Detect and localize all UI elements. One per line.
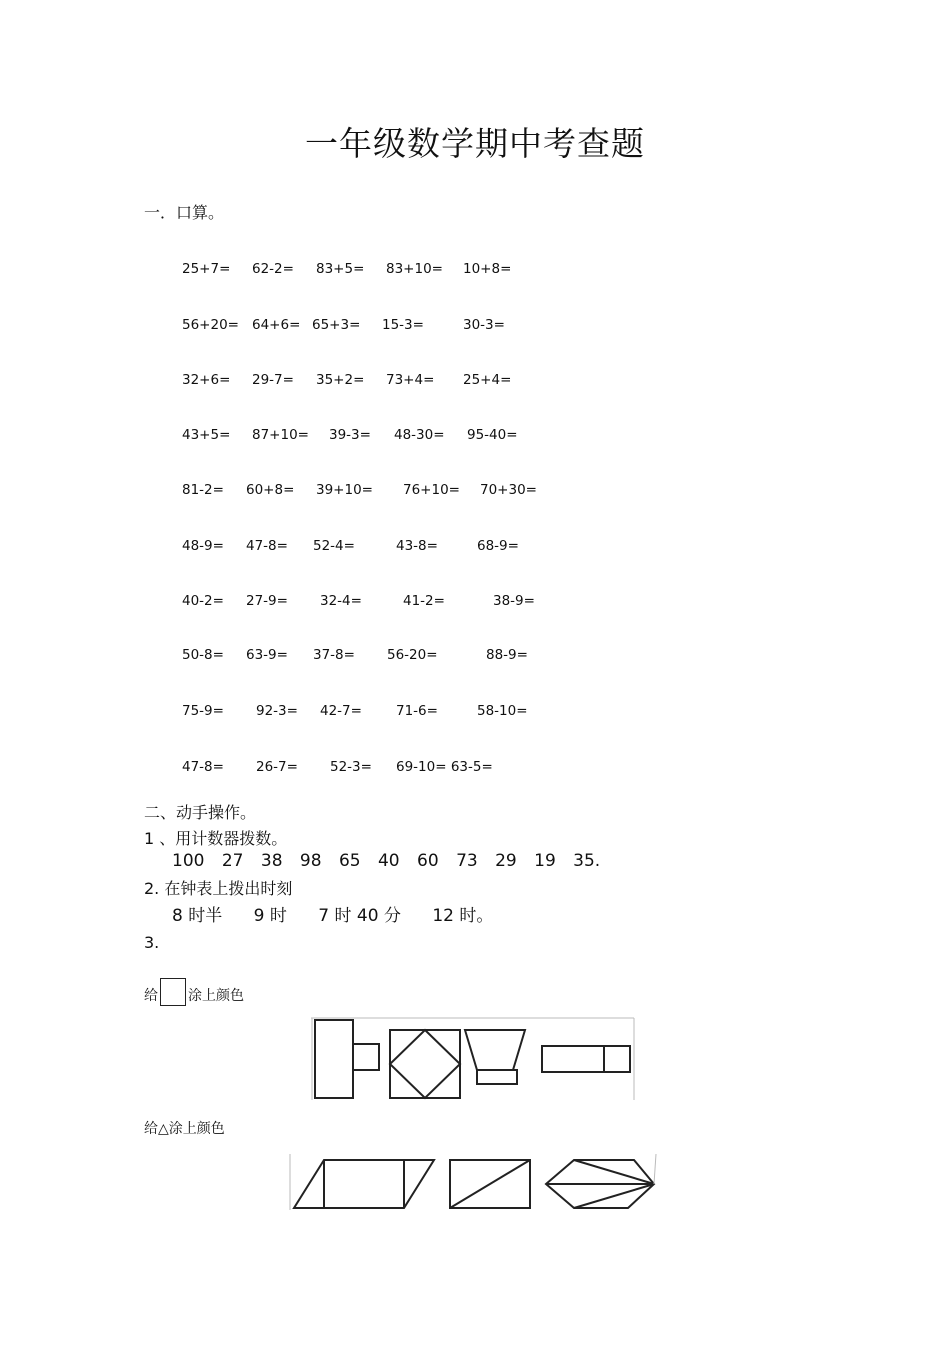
arithmetic-problem: 38-9=	[493, 593, 535, 609]
arithmetic-problem: 41-2=	[403, 593, 445, 609]
arithmetic-row	[0, 317, 950, 337]
rectangle-diagonal	[450, 1160, 530, 1208]
time-4: 12 时。	[432, 906, 494, 926]
arithmetic-problem: 52-3=	[330, 759, 372, 775]
arithmetic-problem: 48-9=	[182, 538, 224, 554]
arithmetic-problem: 60+8=	[246, 482, 295, 498]
arithmetic-problem: 26-7=	[256, 759, 298, 775]
q2-label: 2. 在钟表上拨出时刻	[144, 879, 293, 898]
arithmetic-problem: 71-6=	[396, 703, 438, 719]
arithmetic-problem: 40-2=	[182, 593, 224, 609]
arithmetic-problem: 10+8=	[463, 261, 512, 277]
figure-frame-right	[654, 1154, 656, 1184]
arithmetic-problem: 39+10=	[316, 482, 373, 498]
time-3: 7 时 40 分	[318, 906, 401, 926]
arithmetic-problem: 43-8=	[396, 538, 438, 554]
arithmetic-row	[0, 593, 950, 613]
arithmetic-problem: 30-3=	[463, 317, 505, 333]
parallelogram	[294, 1160, 434, 1208]
arithmetic-problem: 47-8=	[182, 759, 224, 775]
arithmetic-problem: 68-9=	[477, 538, 519, 554]
arithmetic-row	[0, 647, 950, 667]
page-title: 一年级数学期中考查题	[305, 124, 645, 163]
arithmetic-problem: 29-7=	[252, 372, 294, 388]
inner-diamond	[390, 1030, 460, 1098]
arithmetic-problem: 83+5=	[316, 261, 365, 277]
arithmetic-problem: 48-30=	[394, 427, 445, 443]
arithmetic-row	[0, 538, 950, 558]
arithmetic-problem: 69-10= 63-5=	[396, 759, 493, 775]
q1-label: 1 、用计数器拨数。	[144, 829, 288, 848]
arithmetic-problem: 39-3=	[329, 427, 371, 443]
square-figures	[310, 1016, 640, 1102]
arithmetic-problem: 56+20=	[182, 317, 239, 333]
triangle-figures	[288, 1152, 660, 1212]
arithmetic-problem: 43+5=	[182, 427, 231, 443]
arithmetic-problem: 35+2=	[316, 372, 365, 388]
arithmetic-row	[0, 703, 950, 723]
arithmetic-problem: 73+4=	[386, 372, 435, 388]
time-1: 8 时半	[172, 906, 223, 926]
trapezoid	[465, 1030, 525, 1070]
q3-triangle-instruction: 给△涂上颜色	[144, 1121, 225, 1137]
arithmetic-problem: 81-2=	[182, 482, 224, 498]
small-square	[353, 1044, 379, 1070]
arithmetic-row	[0, 261, 950, 281]
arithmetic-row	[0, 372, 950, 392]
arithmetic-problem: 50-8=	[182, 647, 224, 663]
hexagon-diagonal-2	[574, 1160, 654, 1184]
arithmetic-problem: 32-4=	[320, 593, 362, 609]
long-rectangle	[542, 1046, 630, 1072]
arithmetic-problem: 83+10=	[386, 261, 443, 277]
arithmetic-row	[0, 759, 950, 779]
q3-square-prefix: 给	[144, 988, 158, 1004]
arithmetic-row	[0, 427, 950, 447]
square-icon	[160, 978, 186, 1006]
arithmetic-problem: 70+30=	[480, 482, 537, 498]
arithmetic-problem: 42-7=	[320, 703, 362, 719]
arithmetic-problem: 65+3=	[312, 317, 361, 333]
arithmetic-problem: 52-4=	[313, 538, 355, 554]
tall-rectangle	[315, 1020, 353, 1098]
q2-times	[172, 901, 519, 926]
arithmetic-problem: 58-10=	[477, 703, 528, 719]
arithmetic-problem: 56-20=	[387, 647, 438, 663]
section2-heading: 二、动手操作。	[144, 803, 257, 822]
arithmetic-problem: 47-8=	[246, 538, 288, 554]
arithmetic-problem: 76+10=	[403, 482, 460, 498]
square-with-diamond	[390, 1030, 460, 1098]
q3-label: 3.	[144, 933, 160, 952]
arithmetic-row	[0, 482, 950, 502]
arithmetic-problem: 37-8=	[313, 647, 355, 663]
arithmetic-problem: 32+6=	[182, 372, 231, 388]
time-2: 9 时	[253, 906, 287, 926]
arithmetic-problem: 75-9=	[182, 703, 224, 719]
arithmetic-problem: 25+4=	[463, 372, 512, 388]
q1-numbers: 100 27 38 98 65 40 60 73 29 19 35.	[172, 851, 601, 871]
arithmetic-problem: 63-9=	[246, 647, 288, 663]
arithmetic-problem: 27-9=	[246, 593, 288, 609]
arithmetic-problem: 95-40=	[467, 427, 518, 443]
arithmetic-problem: 87+10=	[252, 427, 309, 443]
arithmetic-problem: 25+7=	[182, 261, 231, 277]
q3-square-suffix: 涂上颜色	[188, 988, 244, 1004]
trapezoid-base	[477, 1070, 517, 1084]
section1-heading: 一．口算。	[144, 203, 225, 222]
arithmetic-problem: 64+6=	[252, 317, 301, 333]
q3-square-instruction	[144, 978, 244, 1006]
arithmetic-problem: 88-9=	[486, 647, 528, 663]
arithmetic-problem: 62-2=	[252, 261, 294, 277]
arithmetic-problem: 15-3=	[382, 317, 424, 333]
arithmetic-problem: 92-3=	[256, 703, 298, 719]
